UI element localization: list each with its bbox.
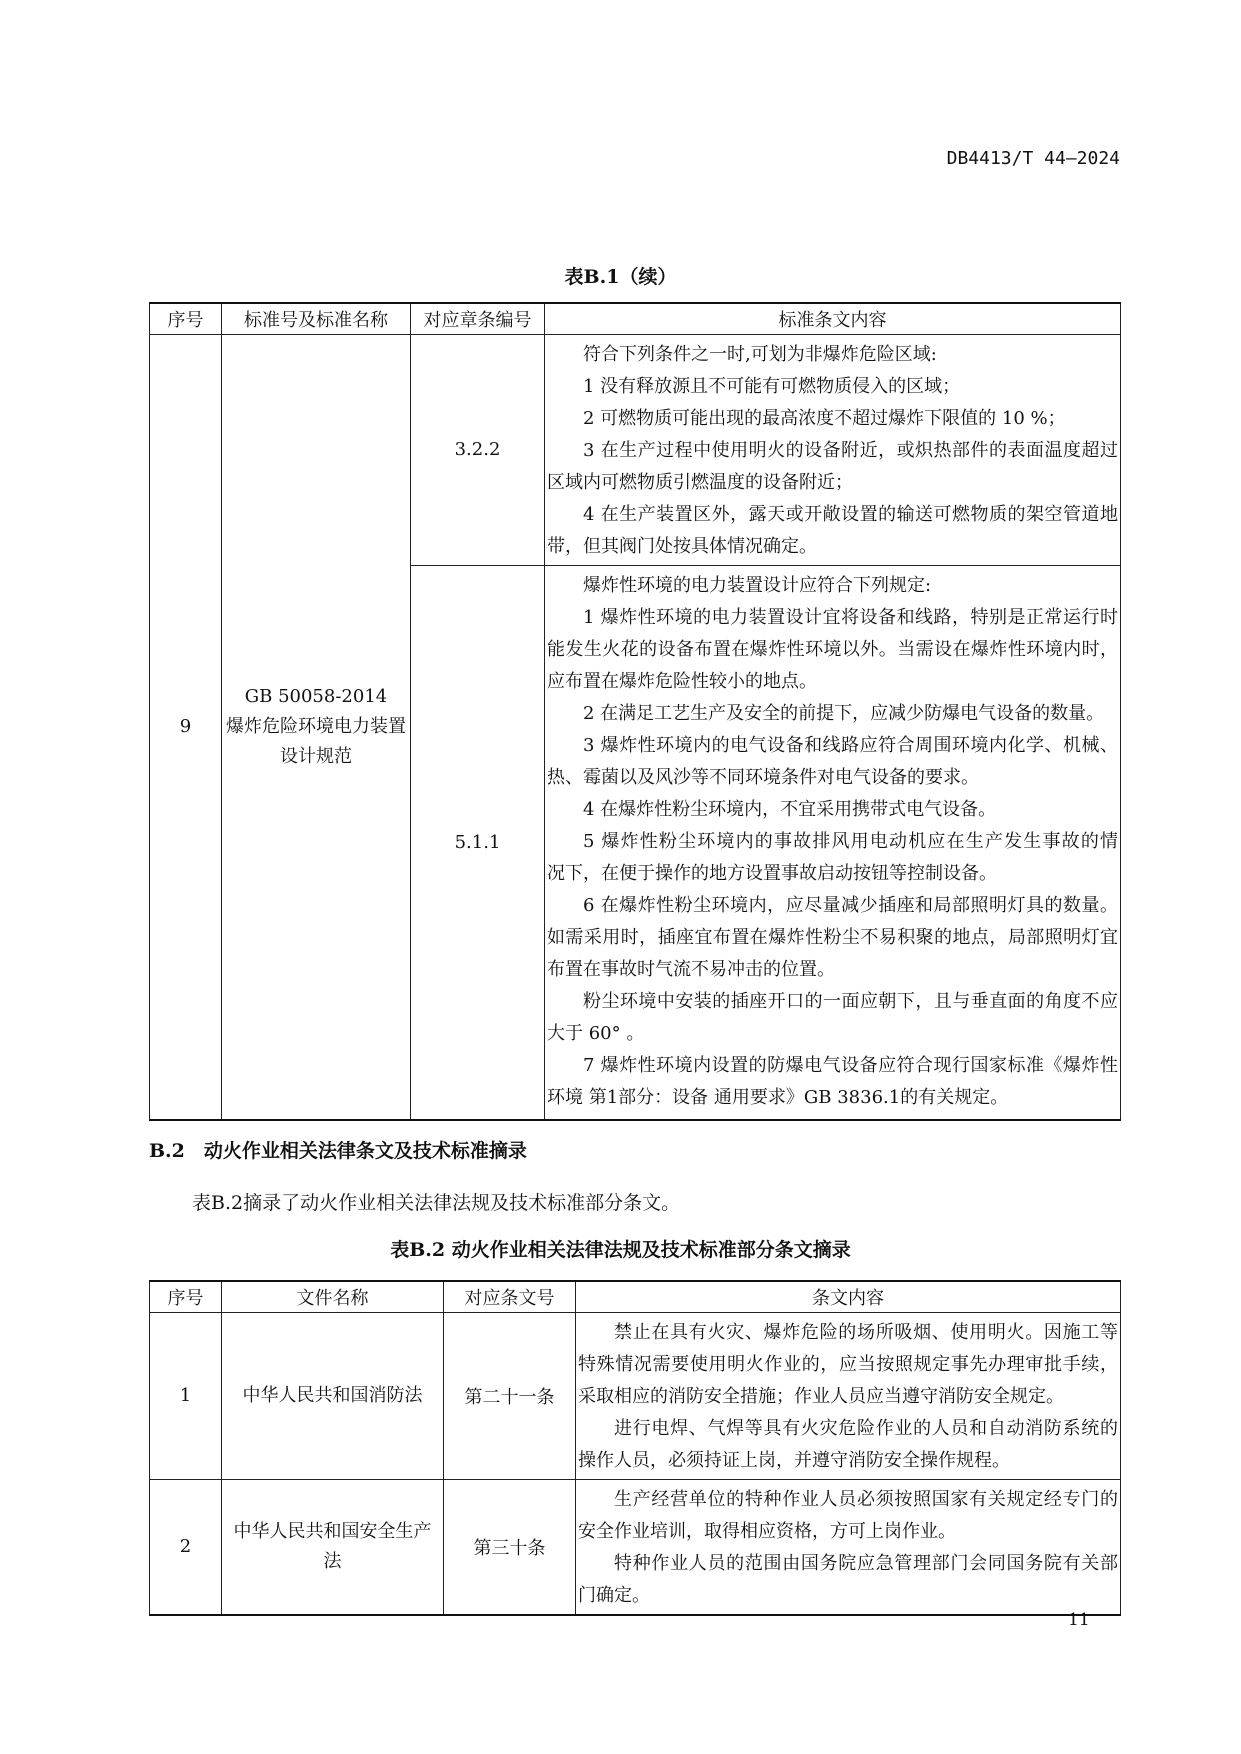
row-standard (222, 334, 411, 1120)
row-clause: 第三十条 (444, 1479, 576, 1615)
row-document (222, 1479, 444, 1615)
content-line: 粉尘环境中安装的插座开口的一面应朝下，且与垂直面的角度不应 (583, 990, 1118, 1012)
content-line: 特种作业人员的范围由国务院应急管理部门会同国务院有关部 (614, 1552, 1118, 1574)
content-line: 1 爆炸性环境的电力装置设计宜将设备和线路，特别是正常运行时 (583, 606, 1118, 628)
row-clause: 5.1.1 (411, 565, 545, 1120)
document-name: 法 (323, 1550, 342, 1572)
content-line: 6 在爆炸性粉尘环境内，应尽量减少插座和局部照明灯具的数量。 (583, 894, 1118, 916)
row-seq: 9 (150, 334, 222, 1120)
content-line: 2 可燃物质可能出现的最高浓度不超过爆炸下限值的 10 %； (583, 407, 1066, 429)
section-heading: B.2 动火作业相关法律条文及技术标准摘录 (149, 1140, 527, 1162)
standard-code: GB 50058-2014 (244, 685, 388, 707)
content-line: 符合下列条件之一时,可划为非爆炸危险区域: (583, 343, 937, 365)
content-line: 7 爆炸性环境内设置的防爆电气设备应符合现行国家标准《爆炸性 (583, 1054, 1118, 1076)
header-clause: 对应章条编号 (411, 303, 545, 334)
row-seq: 2 (150, 1479, 222, 1615)
row-clause: 3.2.2 (411, 334, 545, 565)
content-line: 2 在满足工艺生产及安全的前提下，应减少防爆电气设备的数量。 (583, 702, 1105, 724)
standard-name: 爆炸危险环境电力装置 (226, 715, 406, 737)
header-seq: 序号 (150, 303, 222, 334)
row-clause: 第二十一条 (444, 1312, 576, 1479)
table-row (150, 1479, 1121, 1615)
row-content (545, 565, 1121, 1120)
content-line: 禁止在具有火灾、爆炸危险的场所吸烟、使用明火。因施工等 (614, 1321, 1118, 1343)
header-standard: 标准号及标准名称 (222, 303, 411, 334)
content-line: 3 爆炸性环境内的电气设备和线路应符合周围环境内化学、机械、 (583, 734, 1118, 756)
header-content: 条文内容 (576, 1281, 1121, 1312)
content-line: 如需采用时，插座宜布置在爆炸性粉尘不易积聚的地点，局部照明灯宜 (547, 926, 1118, 948)
content-line: 操作人员，必须持证上岗，并遵守消防安全操作规程。 (578, 1449, 1010, 1471)
document-name: 中华人民共和国消防法 (242, 1384, 423, 1406)
table-header-row (150, 303, 1121, 334)
content-line: 能发生火花的设备布置在爆炸性环境以外。当需设在爆炸性环境内时， (547, 638, 1118, 660)
row-content (545, 334, 1121, 565)
laws-table (149, 1280, 1121, 1616)
table-row (150, 334, 1121, 565)
document-code: DB4413/T 44—2024 (946, 148, 1120, 169)
row-document (222, 1312, 444, 1479)
content-line: 1 没有释放源且不可能有可燃物质侵入的区域； (583, 375, 961, 397)
content-line: 爆炸性环境的电力装置设计应符合下列规定: (583, 574, 932, 596)
header-document: 文件名称 (222, 1281, 444, 1312)
row-seq: 1 (150, 1312, 222, 1479)
page-number: 11 (1068, 1610, 1090, 1630)
table-row (150, 1312, 1121, 1479)
content-line: 大于 60° 。 (547, 1022, 645, 1044)
content-line: 布置在事故时气流不易冲击的位置。 (547, 958, 835, 980)
content-line: 生产经营单位的特种作业人员必须按照国家有关规定经专门的 (614, 1488, 1118, 1510)
standard-name: 设计规范 (280, 745, 352, 767)
content-line: 采取相应的消防安全措施；作业人员应当遵守消防安全规定。 (578, 1385, 1064, 1407)
content-line: 特殊情况需要使用明火作业的，应当按照规定事先办理审批手续， (578, 1353, 1118, 1375)
content-line: 门确定。 (578, 1584, 650, 1606)
content-line: 4 在爆炸性粉尘环境内，不宜采用携带式电气设备。 (583, 798, 997, 820)
row-content (576, 1312, 1121, 1479)
header-seq: 序号 (150, 1281, 222, 1312)
content-line: 安全作业培训，取得相应资格，方可上岗作业。 (578, 1520, 956, 1542)
content-line: 进行电焊、气焊等具有火灾危险作业的人员和自动消防系统的 (614, 1417, 1118, 1439)
content-line: 况下，在便于操作的地方设置事故启动按钮等控制设备。 (547, 862, 997, 884)
header-content: 标准条文内容 (545, 303, 1121, 334)
row-content (576, 1479, 1121, 1615)
table-header-row (150, 1281, 1121, 1312)
header-clause: 对应条文号 (444, 1281, 576, 1312)
content-line: 环境 第1部分：设备 通用要求》GB 3836.1的有关规定。 (547, 1086, 1009, 1108)
content-line: 带，但其阀门处按具体情况确定。 (547, 535, 817, 557)
content-line: 5 爆炸性粉尘环境内的事故排风用电动机应在生产发生事故的情 (583, 830, 1118, 852)
section-paragraph: 表B.2摘录了动火作业相关法律法规及技术标准部分条文。 (192, 1192, 681, 1214)
content-line: 区域内可燃物质引燃温度的设备附近； (547, 471, 853, 493)
document-name: 中华人民共和国安全生产 (233, 1520, 432, 1542)
content-line: 应布置在爆炸危险性较小的地点。 (547, 670, 817, 692)
content-line: 3 在生产过程中使用明火的设备附近，或炽热部件的表面温度超过 (583, 439, 1118, 461)
table1-title: 表B.1（续） (564, 266, 677, 288)
standards-table (149, 302, 1121, 1121)
table2-title: 表B.2 动火作业相关法律法规及技术标准部分条文摘录 (390, 1239, 851, 1261)
content-line: 4 在生产装置区外，露天或开敞设置的输送可燃物质的架空管道地 (583, 503, 1118, 525)
content-line: 热、霉菌以及风沙等不同环境条件对电气设备的要求。 (547, 766, 979, 788)
